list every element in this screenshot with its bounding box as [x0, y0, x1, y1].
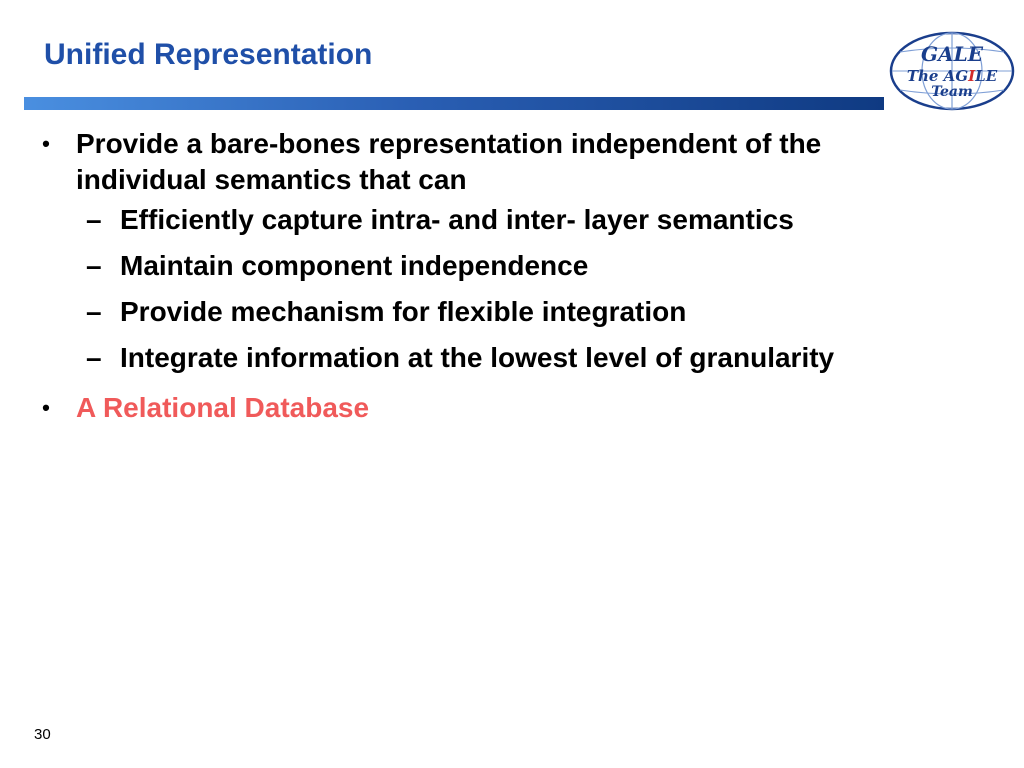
sub-bullet-item	[76, 294, 896, 330]
sub-bullet-item	[76, 340, 896, 376]
gale-logo	[888, 30, 1016, 112]
sub-bullet-text: Maintain component independence	[120, 250, 589, 281]
logo-line2: The AGILE	[906, 67, 998, 85]
bullet-dot-icon: •	[42, 131, 50, 156]
sub-bullet-text: Provide mechanism for flexible integration	[120, 296, 687, 327]
sub-bullet-item	[76, 248, 896, 284]
title-divider	[24, 97, 884, 110]
slide-content	[36, 126, 896, 430]
bullet-dot-icon: •	[42, 395, 50, 420]
logo-line3: Team	[931, 84, 973, 100]
logo-line1: GALE	[921, 42, 983, 66]
highlight-bullet-text: A Relational Database	[76, 392, 370, 423]
bullet-item	[36, 126, 896, 198]
page-number: 30	[34, 726, 51, 743]
dash-icon: –	[86, 342, 102, 373]
sub-bullet-item	[76, 202, 896, 238]
dash-icon: –	[86, 250, 102, 281]
bullet-text: Provide a bare-bones representation independent of the individual semantics that can	[76, 128, 822, 195]
sub-bullet-list	[76, 202, 896, 376]
highlight-bullet-item	[36, 390, 896, 426]
globe-logo-icon	[888, 30, 1016, 112]
slide-title: Unified Representation	[44, 38, 373, 71]
dash-icon: –	[86, 296, 102, 327]
sub-bullet-text: Efficiently capture intra- and inter- layer semantics	[120, 204, 794, 235]
sub-bullet-text: Integrate information at the lowest level of granularity	[120, 342, 835, 373]
dash-icon: –	[86, 204, 102, 235]
